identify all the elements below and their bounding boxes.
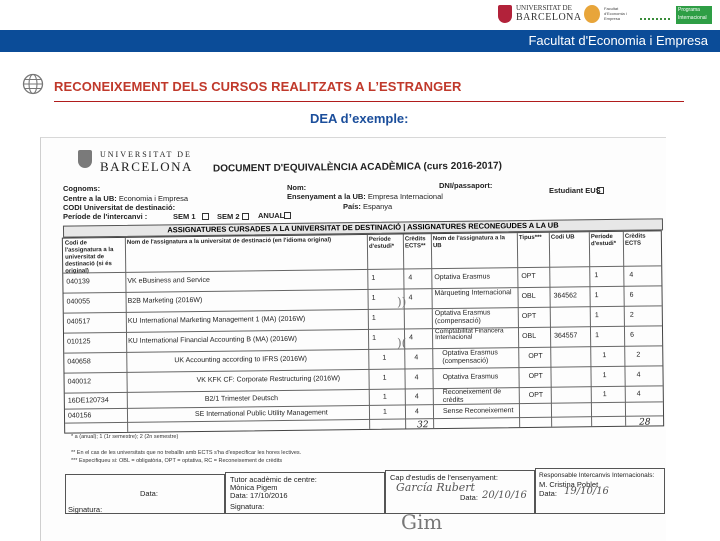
table-cell-period: 1: [371, 274, 376, 282]
pais-row: País: Espanya: [343, 202, 393, 211]
table-cell-ub-code: 364562: [553, 292, 577, 300]
table-cell-ub-period: 1: [595, 332, 600, 340]
tutor-value: Mònica Pigem: [230, 483, 278, 492]
header-tipus: Tipus***: [518, 234, 542, 242]
cognoms-label: Cognoms:: [63, 184, 101, 193]
table-cell-ub-name: Optativa Erasmus (compensació): [442, 349, 498, 366]
total-credits-right: 28: [639, 417, 651, 428]
footnote-3: *** Especifiqueu si: OBL = obligatòria, OPT = optativa, RC = Reconeixement de crèdits: [71, 458, 283, 464]
table-cell-period: 1: [371, 314, 376, 322]
signbox-tutor: [225, 472, 385, 514]
table-cell-ub-credits: 4: [629, 271, 634, 279]
signatura-label: Signatura:: [68, 505, 103, 514]
table-cell-ub-period: 1: [602, 352, 607, 360]
section-title: ASSIGNATURES CURSADES A LA UNIVERSITAT DE DESTINACIÓ | ASSIGNATURES RECONEGUDES A LA UB: [63, 218, 663, 237]
row-divider: [65, 401, 663, 409]
anual-label: ANUAL: [258, 211, 285, 220]
table-cell-period: 1: [382, 393, 387, 401]
table-cell-ub-name: Reconeixement de crèdits: [442, 388, 502, 405]
handwritten-mark: )(: [397, 336, 407, 350]
table-cell-ub-period: 1: [594, 312, 599, 320]
table-cell-type: OBL: [522, 332, 537, 341]
resp-label: Responsable Intercanvis Internacionals:: [539, 472, 655, 479]
document-logo-line1: UNIVERSITAT DE: [100, 150, 192, 159]
university-shield-icon: [498, 5, 512, 23]
table-cell-name: SE International Public Utility Management: [194, 409, 328, 419]
university-logo[interactable]: [498, 4, 582, 26]
table-cell-code: 040658: [67, 358, 91, 366]
header-periode-ub: Període d'estudi*: [590, 233, 617, 248]
table-cell-ub-credits: 2: [629, 311, 634, 319]
table-cell-type: OBL: [521, 292, 536, 301]
row-divider: [64, 305, 662, 313]
program-logo-label: Programa Internacional: [676, 6, 712, 24]
total-credits-left: 32: [417, 420, 429, 431]
footnote-1: * a (anual); 1 (1r semestre); 2 (2n semestre): [71, 434, 179, 440]
table-cell-code: 040517: [66, 318, 91, 326]
page-subheading: DEA d’exemple:: [310, 111, 409, 126]
header-periode: Període d'estudi*: [368, 236, 395, 250]
table-cell-credits: 4: [408, 294, 413, 302]
centre-row: Centre a la UB: Economia i Empresa: [63, 194, 189, 203]
col-divider: [125, 238, 128, 432]
ensenyament-row: Ensenyament a la UB: Empresa Internacional: [287, 192, 443, 201]
table-cell-ub-name: Optativa Erasmus (compensació): [434, 309, 491, 326]
table-cell-ub-name: Comptabilitat Financera Internacional: [434, 327, 504, 342]
tutor-date: Data: 17/10/2016: [230, 491, 288, 500]
table-cell-period: 1: [382, 408, 387, 416]
row-divider: [63, 265, 661, 273]
document-title: DOCUMENT D'EQUIVALÈNCIA ACADÈMICA (curs 2016-2017): [212, 160, 502, 175]
table-cell-credits: 4: [414, 354, 419, 362]
table-cell-ub-name: Sense Reconeixement: [442, 407, 514, 416]
signbox-resp: [535, 468, 665, 514]
table-cell-ub-name: Optativa Erasmus: [442, 373, 499, 382]
header-credits: Crèdits ECTS**: [404, 236, 426, 250]
table-cell-ub-credits: 4: [636, 390, 641, 398]
signbox-cap: [385, 470, 535, 514]
table-cell-type: OPT: [528, 372, 543, 380]
page-heading: RECONEIXEMENT DELS CURSOS REALITZATS A L’ESTRANGER: [54, 79, 462, 94]
table-cell-name: KU International Financial Accounting B (MA) (2016W): [128, 335, 297, 345]
table-cell-name: B2B Marketing (2016W): [127, 296, 203, 305]
table-cell-period: 1: [382, 354, 387, 362]
table-cell-code: 040139: [66, 278, 90, 286]
table-cell-period: 1: [382, 374, 387, 382]
faculty-title: Facultat d'Economia i Empresa: [528, 33, 708, 48]
header-credits-ub: Crèdits ECTS: [624, 233, 646, 247]
cap-data-label: Data:: [460, 493, 478, 502]
tutor-signatura: Signatura:: [230, 502, 265, 511]
faculty-logo-small: Facultat d'Economia i Empresa: [604, 6, 627, 21]
col-divider: [403, 234, 406, 428]
table-cell-credits: 4: [408, 274, 413, 282]
sem2-checkbox[interactable]: [242, 213, 249, 220]
nom-label: Nom:: [287, 183, 307, 192]
resp-data-label: Data:: [539, 489, 557, 498]
table-cell-period: 1: [372, 334, 377, 342]
globe-icon: [22, 73, 44, 95]
table-cell-code: 010125: [67, 338, 91, 346]
program-logo-dots: [640, 15, 670, 20]
signature-scribble: Gim: [401, 510, 443, 534]
sem1-checkbox[interactable]: [202, 213, 209, 220]
table-cell-ub-code: 364557: [554, 332, 578, 340]
sem2-label: SEM 2: [217, 212, 240, 221]
col-divider: [431, 234, 434, 428]
sem1-label: SEM 1: [173, 212, 196, 221]
row-divider: [64, 365, 662, 373]
codi-univ-label: CODI Universitat de destinació:: [63, 203, 176, 212]
table-cell-ub-credits: 6: [630, 331, 635, 339]
equivalence-table: [62, 230, 664, 433]
col-divider: [367, 235, 370, 429]
col-divider: [623, 232, 626, 426]
table-cell-type: OPT: [528, 391, 544, 399]
top-logo-bar: [0, 0, 720, 30]
handwritten-name: García Rubert: [396, 481, 475, 494]
table-cell-ub-name: Màrqueting Internacional: [434, 289, 512, 298]
table-cell-name: KU International Marketing Management 1 (MA) (2016W): [127, 315, 306, 325]
estudiant-eus-checkbox[interactable]: [597, 187, 604, 194]
document-logo-line2: BARCELONA: [100, 159, 193, 174]
dni-label: DNI/passaport:: [439, 181, 493, 190]
row-divider: [65, 415, 663, 423]
table-cell-name: UK Accounting according to IFRS (2016W): [174, 355, 308, 365]
document-shield-icon: [78, 150, 92, 168]
header-codi-ub: Codi UB: [550, 234, 575, 241]
faculty-banner: [0, 30, 720, 52]
table-cell-ub-period: 1: [594, 292, 599, 300]
table-cell-code: 040012: [67, 378, 91, 386]
table-cell-ub-credits: 2: [636, 351, 641, 359]
header-nom-ub: Nom de l'assignatura a la UB: [432, 235, 506, 250]
table-cell-ub-credits: 4: [636, 371, 641, 379]
cap-label: Cap d'estudis de l'ensenyament:: [390, 473, 498, 482]
table-cell-name: B2/1 Trimester Deutsch: [204, 395, 278, 403]
row-divider: [64, 345, 662, 353]
program-logo[interactable]: [640, 6, 712, 24]
col-divider: [549, 233, 552, 427]
periode-label: Període de l'intercanvi :: [63, 212, 148, 221]
table-cell-credits: 4: [409, 334, 414, 342]
table-cell-code: 040156: [67, 412, 92, 420]
scanned-document: [40, 137, 666, 541]
table-cell-ub-period: 1: [602, 372, 607, 380]
table-cell-type: OPT: [521, 272, 536, 281]
table-cell-ub-period: 1: [602, 391, 607, 399]
signbox-left: [65, 474, 225, 514]
footnote-2: ** En el cas de les universitats que no treballin amb ECTS s'ha d'especificar les hores lectives.: [71, 450, 302, 456]
table-cell-name: VK KFK CF: Corporate Restructuring (2016W): [196, 375, 341, 385]
resp-value: M. Cristina Poblet: [539, 480, 599, 489]
table-cell-ub-name: Optativa Erasmus: [434, 273, 491, 282]
table-cell-ub-credits: 6: [629, 291, 634, 299]
faculty-logo-icon[interactable]: [584, 5, 600, 23]
data-label: Data:: [140, 489, 158, 498]
table-cell-code: 16DE120734: [67, 397, 109, 405]
table-cell-period: 1: [371, 294, 376, 302]
table-cell-ub-period: 1: [594, 272, 599, 280]
handwritten-date-2: 19/10/16: [564, 486, 609, 497]
table-cell-code: 040055: [66, 298, 91, 306]
header-codi-dest: Codi de l'assignatura a la universitat de destinació (si és original): [64, 240, 114, 275]
tutor-label: Tutor acadèmic de centre:: [230, 475, 317, 484]
table-cell-credits: 4: [414, 374, 419, 382]
row-divider: [65, 385, 663, 393]
anual-checkbox[interactable]: [284, 212, 291, 219]
table-cell-name: VK eBusiness and Service: [127, 276, 210, 285]
handwritten-date-1: 20/10/16: [482, 490, 527, 501]
col-divider: [589, 232, 592, 426]
handwritten-mark: )): [397, 295, 407, 309]
heading-divider: [54, 101, 684, 102]
university-logo-text: UNIVERSITAT DE BARCELONA: [516, 4, 582, 23]
header-nom-dest: Nom de l'assignatura a la universitat de destinació (en l'idioma original): [126, 237, 332, 246]
table-cell-credits: 4: [414, 393, 419, 401]
table-cell-type: OPT: [521, 312, 537, 321]
estudiant-eus-label: Estudiant EUS: [549, 186, 601, 195]
table-cell-credits: 4: [414, 408, 419, 416]
table-cell-type: OPT: [528, 352, 543, 360]
